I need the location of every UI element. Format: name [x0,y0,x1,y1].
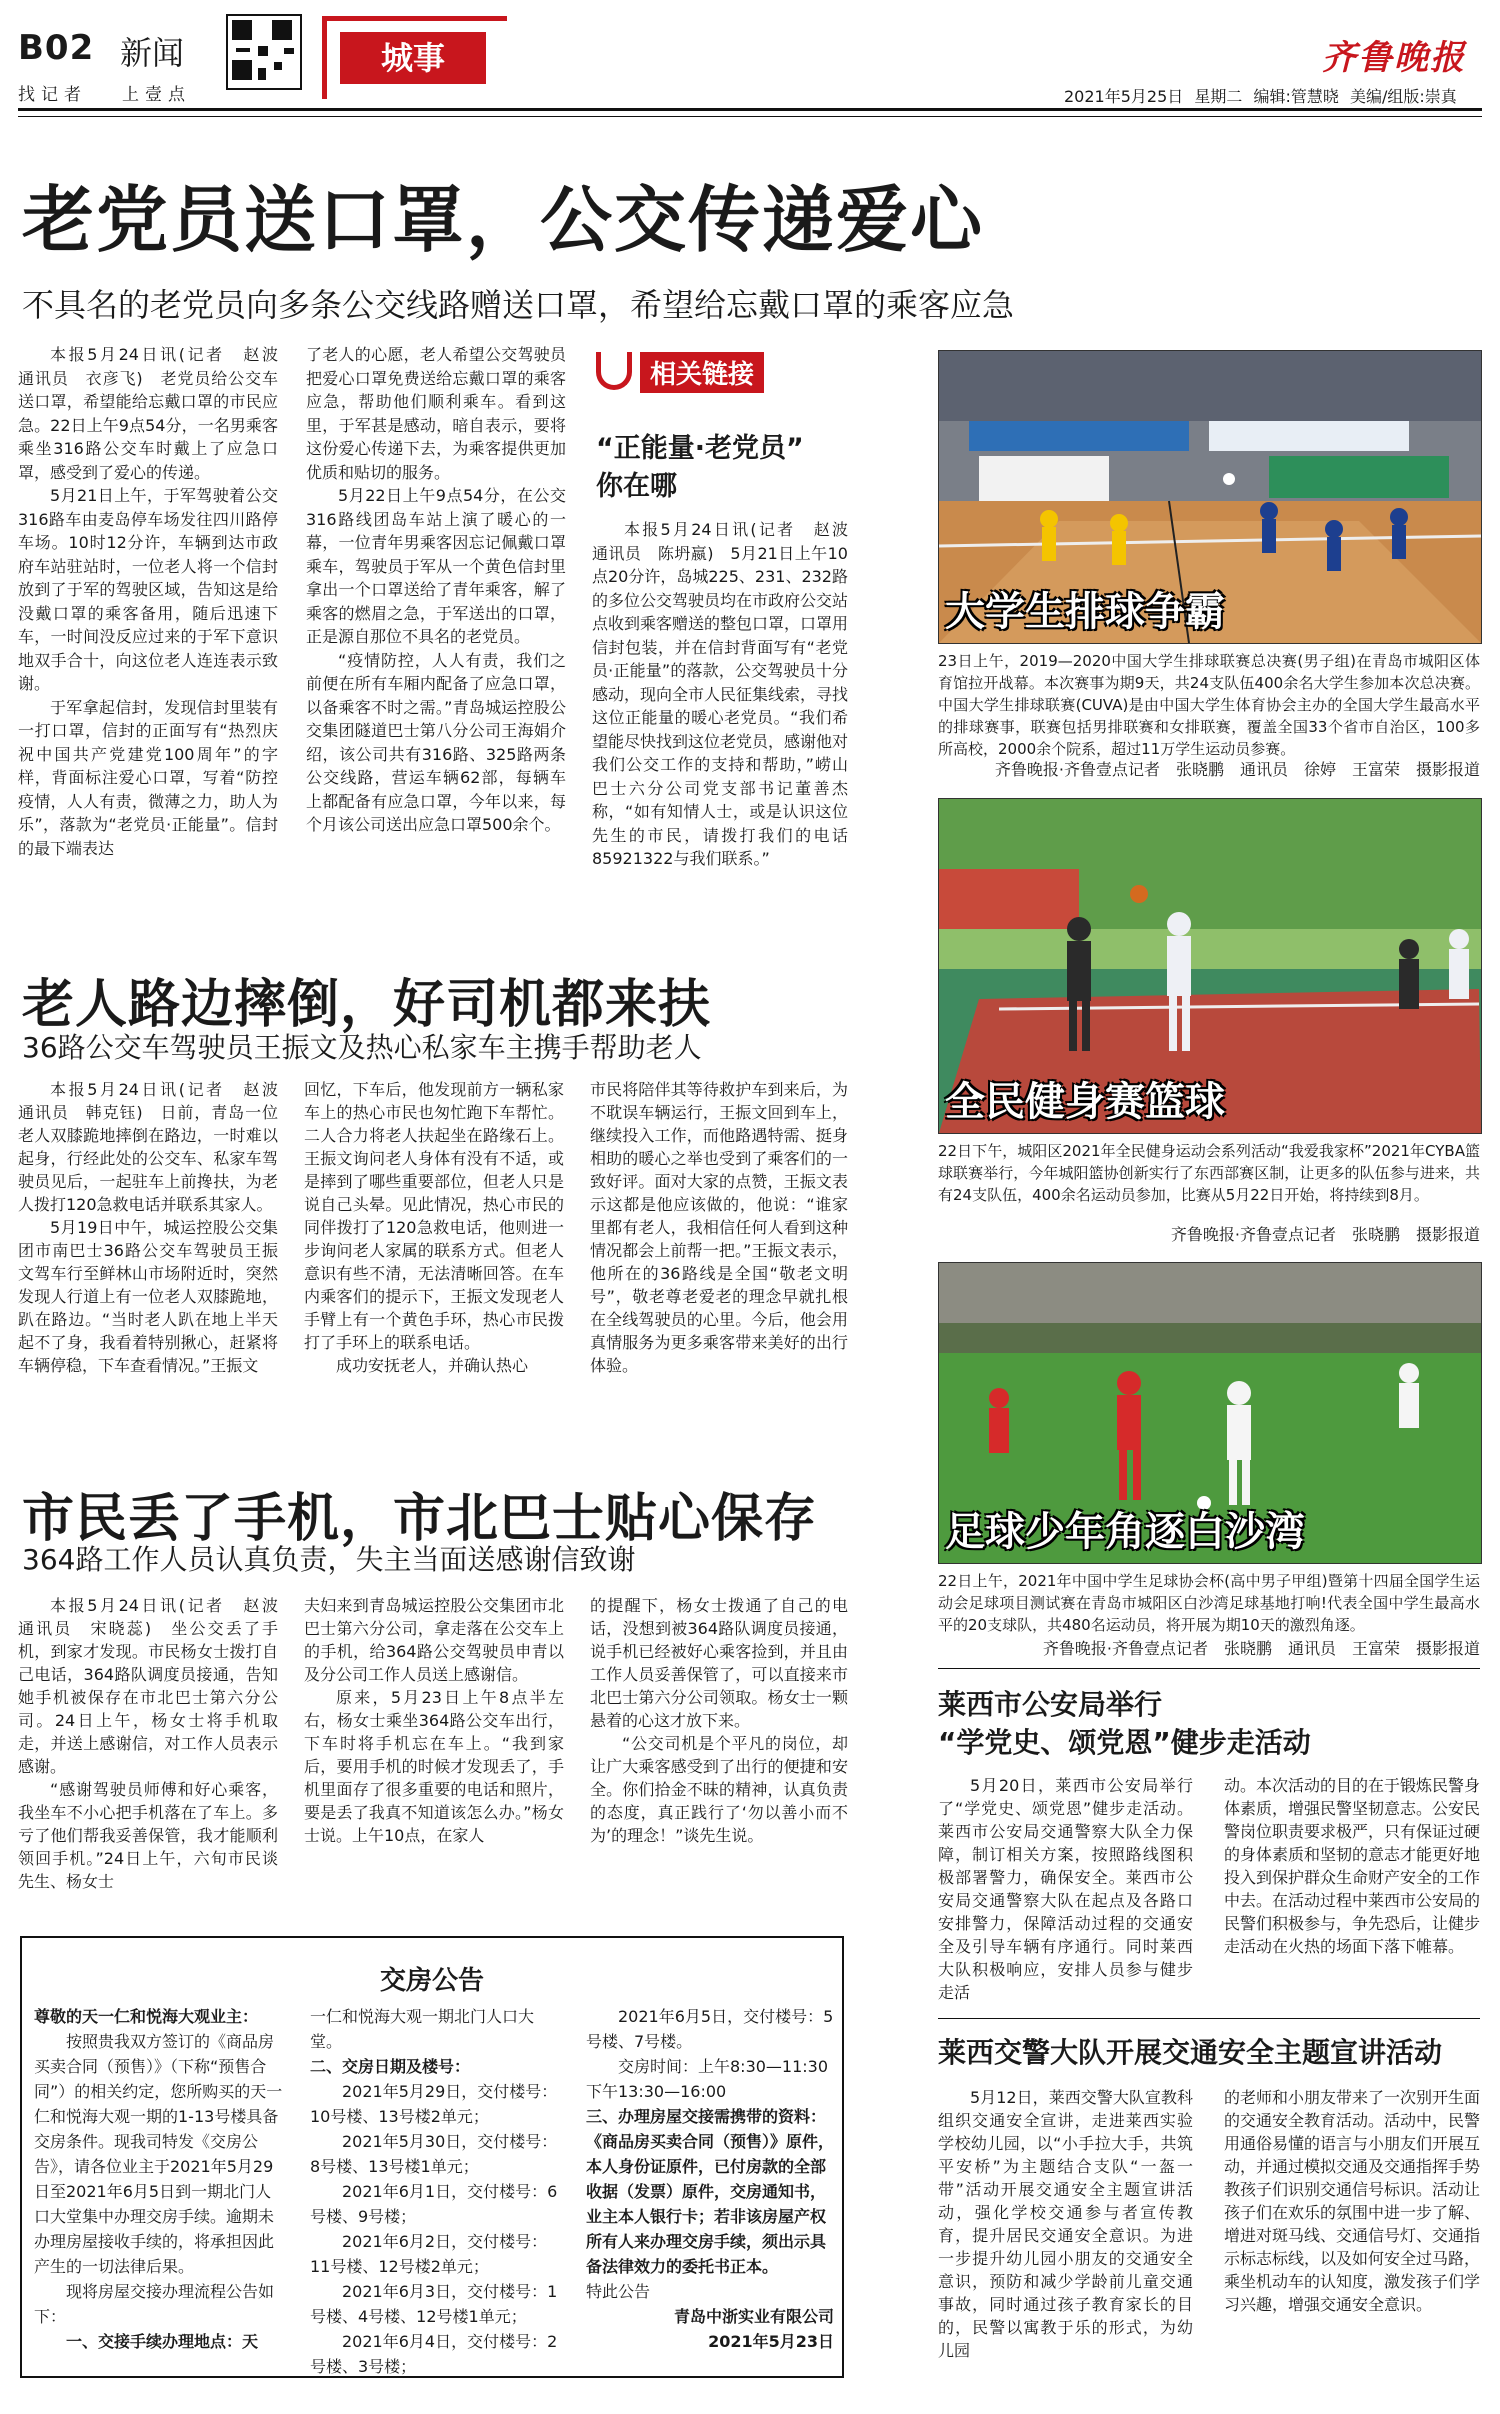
story1-para: 了老人的心愿，老人希望公交驾驶员把爱心口罩免费送给忘戴口罩的乘客应急，帮助他们顺利乘车。看到这里，于军甚是感动，暗自表示，要将这份爱心传递下去，为乘客提供更加优质和贴切的服务。 [306,345,566,482]
related-body [592,518,865,922]
right-divider [938,1668,1480,1669]
story2-para: 5月19日中午，城运控股公交集团市南巴士36路公交车驾驶员王振文驾车行至鲜林山市场附近时，突然发现人行道上有一位老人双膝跪地，趴在路边。“当时老人趴在地上半天起不了身，我看着特别揪心，赶紧将车辆停稳，下车查看情况。”王振文 [18,1218,278,1375]
right1-col1 [938,1774,1193,2006]
right1-para: 动。本次活动的目的在于锻炼民警身体素质，增强民警坚韧意志。公安民警岗位职责要求极严，只有保证过硬的身体素质和坚韧的意志才能更好地投入到保护群众生命财产安全的工作中去。在活动过程中莱西市公安局的民警们积极参与，争先恐后，让健步走活动在火热的场面下落下帷幕。 [1224,1776,1481,1956]
story1-para: 于军拿起信封，发现信封里装有一打口罩，信封的正面写有“热烈庆祝中国共产党建党100周年”的字样，背面标注爱心口罩，写着“防控疫情，人人有责，微薄之力，助人为乐”，落款为“老党员·正能量”。信封的最下端表达 [18,697,278,858]
notice-title: 交房公告 [379,1966,484,1996]
header-rule-thin [18,116,1482,117]
related-badge-label: 相关链接 [640,352,764,393]
notice-col3 [586,2004,845,2370]
notice-col2 [310,2004,560,2376]
notice-signer: 青岛中浙实业有限公司 [673,2307,834,2326]
story3-para: 夫妇来到青岛城运控股公交集团市北巴士第六分公司，拿走落在公交车上的手机，给364路公交驾驶员申青以及分公司工作人员送上感谢信。 [304,1596,564,1684]
story3-col3 [590,1594,848,1920]
issue-date: 2021年5月25日 [1064,87,1184,106]
notice-line: 2021年6月4日，交付楼号：2号楼、3号楼； [310,2332,558,2376]
volleyball-caption-text: 23日上午，2019—2020中国大学生排球联赛总决赛(男子组)在青岛市城阳区体育馆拉开战幕。本次赛事为期9天，共24支队伍400余名大学生参加本次总决赛。中国大学生排球联赛(CUVA)是由中国大学生体育协会主办的全国大学生最高水平的排球赛事，联赛包括男排联赛和女排联赛，覆盖全国33个省市自治区，100多所高校，2000余个院系，超过11万学生运动员参赛。 [938,652,1480,758]
newspaper-logo: 齐鲁晚报 [1322,38,1466,78]
notice-line: 交房时间：上午8:30—11:30 下午13:30—16:00 [586,2057,845,2101]
related-para: 本报5月24日讯(记者 赵波 通讯员 陈坍嬴) 5月21日上午10点20分许，岛城225、231、232路的多位公交驾驶员均在市政府公交站点收到乘客赠送的整包口罩，口罩用信封包装，并在信封背面写有“老党员·正能量”的落款，公交驾驶员十分感动，现向全市人民征集线索，寻找这位正能量的暖心老党员。“我们希望能尽快找到这位老党员，感谢他对我们公交工作的支持和帮助，”崂山巴士六分公司党支部书记董善杰称，“如有知情人士，或是认识这位先生的市民，请拨打我们的电话85921322与我们联系。” [592,520,865,868]
notice-line: 特此公告 [586,2282,651,2301]
right1-headline-line2: “学党史、颂党恩”健步走活动 [938,1726,1311,1759]
notice-line: 一仁和悦海大观一期北门人口大堂。 [310,2007,535,2051]
story1-col1 [18,343,295,921]
editor: 编辑:管慧晓 [1253,87,1339,106]
tagline-left: 找记者 [18,85,87,105]
notice-line: 二、交房日期及楼号： [310,2057,471,2076]
right2-para: 5月12日，莱西交警大队宣教科组织交通安全宣讲，走进莱西实验学校幼儿园，以“小手拉大手，共筑平安桥”为主题结合支队“一盔一带”活动开展交通安全主题宣讲活动，强化学校交通参与者宣传教育，提升居民交通安全意识。为进一步提升幼儿园小朋友的交通安全意识，预防和减少学龄前儿童交通事故，同时通过孩子教育家长的目的，民警以寓教于乐的形式，为幼儿园 [938,2088,1193,2360]
story2-col1 [18,1078,295,1426]
tagline-right: 上壹点 [122,85,191,105]
right1-headline-line1: 莱西市公安局举行 [938,1688,1163,1721]
notice-line: 2021年6月1日，交付楼号：6号楼、9号楼； [310,2182,558,2226]
story1-headline: 老党员送口罩，公交传递爱心 [22,178,985,262]
header-rule [18,108,1482,111]
volleyball-photo [938,350,1482,644]
story2-para: 本报5月24日讯(记者 赵波 通讯员 韩克钰) 日前，青岛一位老人双膝跪地摔倒在路边，一时难以起身，行经此处的公交车、私家车驾驶员见后，一起驻车上前搀扶，为老人拨打120急救电话并联系其家人。 [18,1080,295,1214]
story1-col2 [306,343,566,921]
story2-para: 成功安抚老人，并确认热心 [336,1356,529,1375]
page-number: B02 [18,28,95,68]
story2-para: 回忆，下车后，他发现前方一辆私家车上的热心市民也匆忙跑下车帮忙。二人合力将老人扶起坐在路缘石上。王振文询问老人身体有没有不适，或是摔到了哪些重要部位，但老人只是说自己头晕。见此情况，热心市民的同伴拨打了120急救电话，他则进一步询问老人家属的联系方式。但老人意识有些不清，无法清晰回答。在车内乘客们的提示下，王振文发现老人手臂上有一个黄色手环，热心市民拨打了手环上的联系电话。 [304,1080,564,1352]
link-icon [596,352,632,390]
notice-line: 2021年5月30日，交付楼号：8号楼、13号楼1单元； [310,2132,558,2176]
story1-para: “疫情防控，人人有责，我们之前便在所有车厢内配备了应急口罩，以备乘客不时之需。”青岛城运控股公交集团隧道巴士第八分公司王海娟介绍，该公司共有316路、325路两条公交线路，营运车辆62部，每辆车上都配备有应急口罩，今年以来，每个月该公司送出应急口罩500余个。 [306,650,566,834]
notice-line: 2021年5月29日，交付楼号：10号楼、13号楼2单元； [310,2082,558,2126]
notice-line: 2021年6月2日，交付楼号：11号楼、12号楼2单元； [310,2232,548,2276]
story1-byline: 本报5月24日讯(记者 赵波 通讯员 衣彦飞) 老党员给公交车送口罩，希望能给忘戴口罩的市民应急。22日上午9点54分，一名男乘客乘坐316路公交车时戴上了应急口罩，感受到了爱心的传递。 [18,345,295,482]
notice-line: 尊敬的天一仁和悦海大观业主： [34,2007,259,2026]
notice-line: 2021年6月3日，交付楼号：1号楼、4号楼、12号楼1单元； [310,2282,558,2326]
basketball-photo [938,798,1482,1134]
volleyball-caption: 大学生排球争霸 [945,589,1225,635]
right2-col1 [938,2086,1193,2386]
notice-line: 三、办理房屋交接需携带的资料：《商品房买卖合同（预售）》原件，本人身份证原件，已付房款的全部收据（发票）原件，交房通知书，业主本人银行卡；若非该房屋产权所有人来办理交房手续，须出示具备法律效力的委托书正本。 [586,2107,835,2276]
story3-col1 [18,1594,295,1920]
basketball-caption: 全民健身赛篮球 [945,1079,1225,1125]
football-photo [938,1262,1482,1564]
story3-subhead: 364路工作人员认真负责，失主当面送感谢信致谢 [22,1543,636,1576]
basketball-caption-text: 22日下午，城阳区2021年全民健身运动会系列活动“我爱我家杯”2021年CYBA篮球联赛举行，今年城阳篮协创新实行了东西部赛区制，让更多的队伍参与进来，共有24支队伍，400余名运动员参加，比赛从5月22日开始，将持续到8月。 [938,1142,1480,1204]
story2-subhead: 36路公交车驾驶员王振文及热心私家车主携手帮助老人 [22,1031,702,1064]
football-caption-text: 22日上午，2021年中国中学生足球协会杯(高中男子甲组)暨第十四届全国学生运动会足球项目测试赛在青岛市城阳区白沙湾足球基地打响!代表全国中学生最高水平的20支球队，共480名运动员，将开展为期10天的激烈角逐。 [938,1572,1480,1634]
right1-col2 [1224,1774,1480,2006]
notice-line: 现将房屋交接办理流程公告如下： [34,2282,275,2326]
notice-line: 一、交接手续办理地点：天 [66,2332,259,2351]
issue-weekday: 星期二 [1194,87,1243,106]
story3-col2 [304,1594,564,1920]
story1-subhead: 不具名的老党员向多条公交线路赠送口罩，希望给忘戴口罩的乘客应急 [22,286,1015,324]
qr-code-icon[interactable] [226,14,302,90]
story2-col3 [590,1078,848,1426]
story3-headline: 市民丢了手机，市北巴士贴心保存 [22,1489,818,1549]
right2-col2 [1224,2086,1480,2386]
story3-para: “公交司机是个平凡的岗位，却让广大乘客感受到了出行的便捷和安全。你们拾金不昧的精神，认真负责的态度，真正践行了‘勿以善小而不为’的理念！”谈先生说。 [590,1734,848,1845]
football-caption: 足球少年角逐白沙湾 [945,1509,1305,1555]
issue-meta [1064,84,1457,107]
designer: 美编/组版:崇真 [1349,87,1457,106]
section-tab: 城事 [340,32,486,84]
football-credit: 齐鲁晚报·齐鲁壹点记者 张晓鹏 通讯员 王富荣 摄影报道 [1042,1639,1480,1658]
story3-para: 原来，5月23日上午8点半左右，杨女士乘坐364路公交车出行，下车时将手机忘在车上。“我到家后，要用手机的时候才发现丢了，手机里面存了很多重要的电话和照片，要是丢了我真不知道该怎么办。”杨女士说。上午10点，在家人 [304,1688,564,1845]
basketball-credit: 齐鲁晚报·齐鲁壹点记者 张晓鹏 摄影报道 [1170,1225,1480,1244]
story3-para: 的提醒下，杨女士拨通了自己的电话，没想到被364路队调度员接通，说手机已经被好心乘客捡到，并且由工作人员妥善保管了，可以直接来市北巴士第六分公司领取。杨女士一颗悬着的心这才放下来。 [590,1596,848,1730]
right1-para: 5月20日，莱西市公安局举行了“学党史、颂党恩”健步走活动。莱西市公安局交通警察大队全力保障，制订相关方案，按照路线图积极部署警力，确保安全。莱西市公安局交通警察大队在起点及各路口安排警力，保障活动过程的交通安全及引导车辆有序通行。同时莱西大队积极响应，安排人员参与健步走活 [938,1776,1193,2002]
volleyball-credit: 齐鲁晚报·齐鲁壹点记者 张晓鹏 通讯员 徐婷 王富荣 摄影报道 [994,760,1480,779]
notice-date: 2021年5月23日 [708,2332,834,2351]
related-title-line1: “正能量·老党员” [596,433,804,464]
section-name: 新闻 [120,34,185,72]
story2-col2 [304,1078,564,1426]
story3-para: “感谢驾驶员师傅和好心乘客，我坐车不小心把手机落在了车上。多亏了他们帮我妥善保管，我才能顺利领回手机。”24日上午，六旬市民谈先生、杨女士 [18,1780,278,1891]
story3-para: 本报5月24日讯(记者 赵波 通讯员 宋晓蕊) 坐公交丢了手机，到家才发现。市民杨女士拨打自己电话，364路队调度员接通，告知她手机被保存在市北巴士第六分公司。24日上午，杨女士将手机取走，并送上感谢信，对工作人员表示感谢。 [18,1596,295,1776]
story1-para: 5月22日上午9点54分，在公交316路线团岛车站上演了暖心的一幕，一位青年男乘客因忘记佩戴口罩乘车，驾驶员于军从一个黄色信封里拿出一个口罩送给了青年乘客，解了乘客的燃眉之急，于军送出的口罩，正是源自那位不具名的老党员。 [306,486,566,646]
related-title-line2: 你在哪 [596,471,677,502]
right2-headline: 莱西交警大队开展交通安全主题宣讲活动 [938,2036,1443,2069]
right-divider [938,2018,1480,2019]
story1-para: 5月21日上午，于军驾驶着公交316路车由麦岛停车场发往四川路停车场。10时12分许，车辆到达市政府车站驻站时，一位老人将一个信封放到了于军的驾驶区域，告知这是给没戴口罩的乘客备用，随后迅速下车，一时间没反应过来的于军下意识地双手合十，向这位老人连连表示致谢。 [18,486,278,693]
notice-line: 按照贵我双方签订的《商品房买卖合同（预售）》（下称“预售合同”）的相关约定，您所购买的天一仁和悦海大观一期的1-13号楼具备交房条件。现我司特发《交房公告》，请各位业主于2021年5月29日至2021年6月5日到一期北门人口大堂集中办理交房手续。逾期未办理房屋接收手续的，将承担因此产生的一切法律后果。 [34,2032,283,2276]
notice-line: 2021年6月5日，交付楼号：5号楼、7号楼。 [586,2007,834,2051]
related-title [596,430,804,506]
notice-col1 [34,2004,284,2370]
story2-headline: 老人路边摔倒，好司机都来扶 [22,975,712,1035]
notice-box [20,1936,844,2378]
right2-para: 的老师和小朋友带来了一次别开生面的交通安全教育活动。活动中，民警用通俗易懂的语言与小朋友们开展互动，并通过模拟交通及交通指挥手势教孩子们识别交通信号标识。活动让孩子们在欢乐的氛围中进一步了解、增进对斑马线、交通信号灯、交通指示标志标线，以及如何安全过马路，乘坐机动车的认知度，激发孩子们学习兴趣，增强交通安全意识。 [1224,2088,1481,2314]
right1-headline [938,1686,1480,1762]
story2-para: 市民将陪伴其等待救护车到来后，为不耽误车辆运行，王振文回到车上，继续投入工作，而他路遇特需、挺身相助的暖心之举也受到了乘客们的一致好评。面对大家的点赞，王振文表示这都是他应该做的，他说：“谁家里都有老人，我相信任何人看到这种情况都会上前帮一把。”王振文表示，他所在的36路线是全国“敬老文明号”，敬老尊老爱老的理念早就扎根在全线驾驶员的心里。今后，他会用真情服务为更多乘客带来美好的出行体验。 [590,1080,848,1375]
